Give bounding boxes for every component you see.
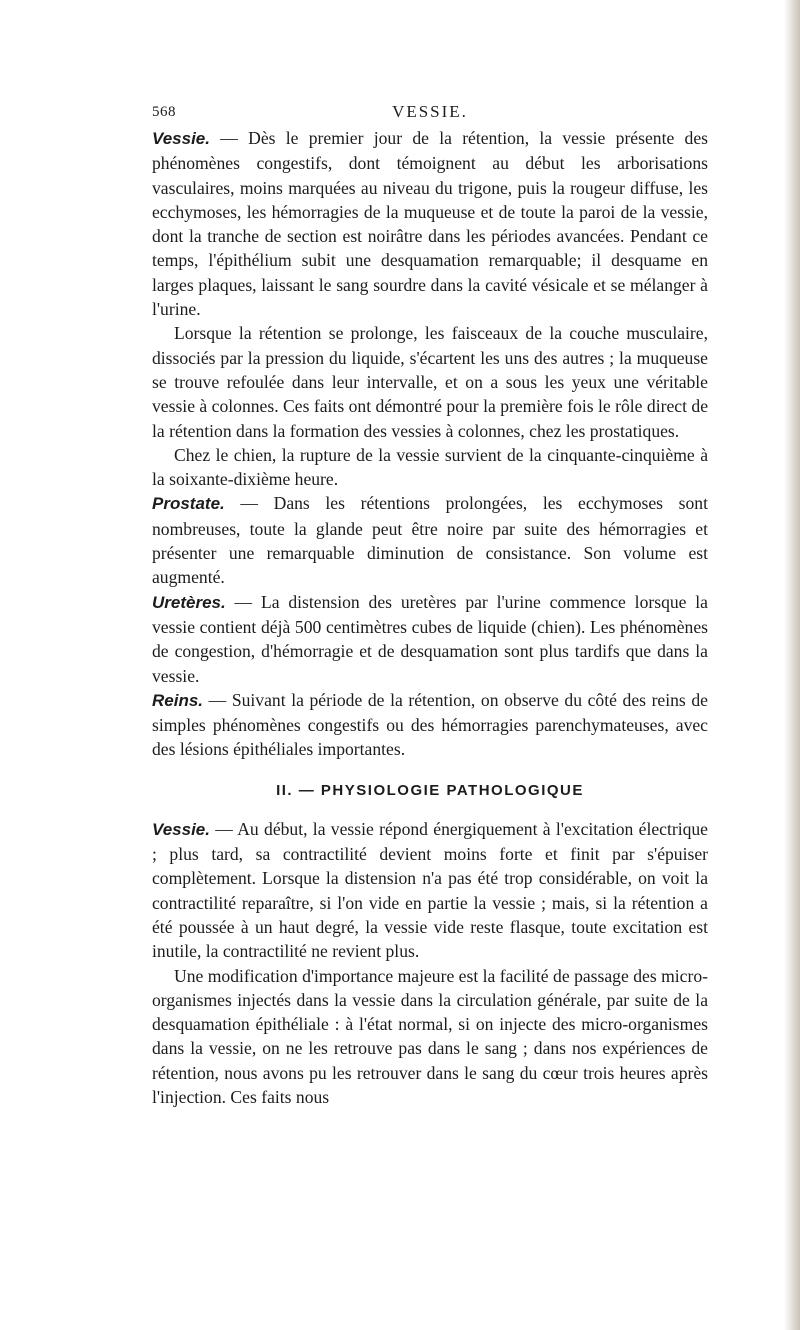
term-reins: Reins. xyxy=(152,690,204,710)
paragraph-vessie xyxy=(152,126,708,321)
page-header xyxy=(152,98,708,126)
page-edge-shadow xyxy=(784,0,800,1330)
paragraph-chien: Chez le chien, la rupture de la vessie survient de la cinquante-cinquième à la soixante-dixième heure. xyxy=(152,444,708,490)
page-number: 568 xyxy=(152,104,176,120)
term-vessie: Vessie. xyxy=(152,819,210,839)
paragraph-text: — Dans les rétentions prolongées, les ecchymoses sont nombreuses, toute la glande peut être noire par suite des hémorragies et présenter une remarquable diminution de consistance. Son volume est augmenté. xyxy=(152,493,708,588)
term-prostate: Prostate. xyxy=(152,494,225,514)
paragraph-text: — Suivant la période de la rétention, on observe du côté des reins de simples phénomènes congestifs ou des hémorragies parenchymateuses, avec des lésions épithéliales importantes. xyxy=(152,689,708,760)
paragraph-reins xyxy=(152,688,708,762)
term-vessie: Vessie. xyxy=(152,129,210,148)
paragraph-micro-organismes: Une modification d'importance majeure est la facilité de passage des micro-organismes injectés dans la vessie dans la circulation générale, par suite de la desquamation épithéliale : à l'état normal, si on injecte des micro-organismes dans la vessie, on ne les retrouve pas dans le sang ; dans nos expériences de rétention, nous avons pu les retrouver dans le sang du cœur trois heures après l'injection. Ces faits nous xyxy=(152,965,708,1107)
paragraph-prostate xyxy=(152,491,708,589)
paragraph-text: — La distension des uretères par l'urine commence lorsque la vessie contient déjà 500 centimètres cubes de liquide (chien). Les phénomènes de congestion, d'hémorragie et de desquamation sont plus tardifs que dans la vessie. xyxy=(152,591,708,686)
paragraph-colonnes: Lorsque la rétention se prolonge, les faisceaux de la couche musculaire, dissociés par la pression du liquide, s'écartent les uns des autres ; la muqueuse se trouve refoulée dans leur intervalle, et on a sous les yeux une véritable vessie à colonnes. Ces faits ont démontré pour la première fois le rôle direct de la rétention dans la formation des vessies à colonnes, chez les prostatiques. xyxy=(152,323,708,441)
section-heading: II. — PHYSIOLOGIE PATHOLOGIQUE xyxy=(276,781,584,799)
paragraph-vessie-physiologie xyxy=(152,817,708,964)
document-page xyxy=(152,98,708,1109)
paragraph-text: — Au début, la vessie répond énergiquement à l'excitation électrique ; plus tard, sa contractilité devient moins forte et finit par s'épuiser complètement. Lorsque la distension n'a pas été trop considérable, on voit la contractilité reparaître, si l'on vide en partie la vessie ; mais, si la rétention a été poussée à un haut degré, la vessie vide reste flasque, toute excitation est inutile, la contractilité ne revient plus. xyxy=(152,818,708,962)
running-head: VESSIE. xyxy=(392,102,468,121)
paragraph-ureteres xyxy=(152,590,708,688)
term-ureteres: Uretères. xyxy=(152,592,226,612)
paragraph-text: — Dès le premier jour de la rétention, la vessie présente des phénomènes congestifs, dont témoignent au début les arborisations vasculaires, moins marquées au niveau du trigone, puis la rougeur diffuse, les ecchymoses, les hémorragies de la muqueuse et de toute la paroi de la vessie, dont la tranche de section est noirâtre dans les périodes avancées. Pendant ce temps, l'épithélium subit une desquamation remarquable; il desquame en larges plaques, laissant le sang sourdre dans la cavité vésicale et se mélanger à l'urine. xyxy=(152,128,708,320)
